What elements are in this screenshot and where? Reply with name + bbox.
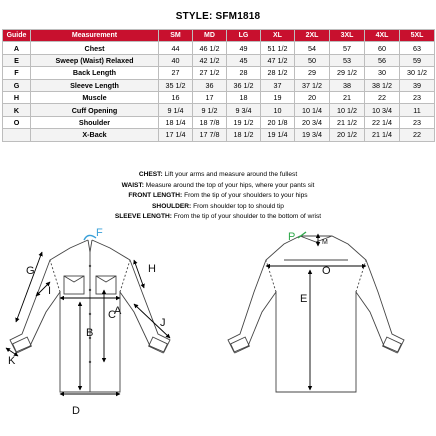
size-value-cell: 9 1/4 [159, 104, 193, 116]
table-row [3, 42, 435, 54]
size-value-cell: 54 [295, 42, 330, 54]
size-value-cell: 53 [330, 54, 365, 66]
back-shirt-illustration [228, 236, 404, 392]
size-value-cell: 20 1/8 [261, 116, 295, 128]
size-value-cell: 40 [159, 54, 193, 66]
size-value-cell: 10 [261, 104, 295, 116]
size-value-cell: 36 [193, 79, 227, 91]
measurement-cell: Cuff Opening [31, 104, 159, 116]
size-value-cell: 28 1/2 [261, 67, 295, 79]
size-value-cell: 37 1/2 [295, 79, 330, 91]
size-value-cell: 18 1/2 [227, 129, 261, 141]
size-value-cell: 35 1/2 [159, 79, 193, 91]
size-value-cell: 57 [330, 42, 365, 54]
measurement-cell: Chest [31, 42, 159, 54]
size-value-cell: 20 [295, 91, 330, 103]
header-xl: XL [261, 30, 295, 42]
note-front-length: FRONT LENGTH: From the tip of your shoulders to your hips [128, 192, 308, 200]
size-value-cell: 46 1/2 [193, 42, 227, 54]
header-measurement: Measurement [31, 30, 159, 42]
size-value-cell: 44 [159, 42, 193, 54]
size-value-cell: 39 [400, 79, 435, 91]
label-h: H [148, 263, 156, 275]
measurement-cell: Sleeve Length [31, 79, 159, 91]
size-value-cell: 29 1/2 [330, 67, 365, 79]
size-value-cell: 63 [400, 42, 435, 54]
size-value-cell: 10 1/2 [330, 104, 365, 116]
size-value-cell: 38 [330, 79, 365, 91]
size-chart-table [2, 29, 435, 142]
label-p: P [288, 231, 296, 243]
size-value-cell: 30 [365, 67, 400, 79]
size-value-cell: 19 1/4 [261, 129, 295, 141]
guide-cell: E [3, 54, 31, 66]
note-waist: WAIST: Measure around the top of your hips, where your pants sit [121, 181, 315, 189]
label-f: F [96, 227, 103, 239]
note-chest: CHEST: Lift your arms and measure around the fullest [138, 171, 298, 178]
header-guide: Guide [3, 30, 31, 42]
guide-cell: K [3, 104, 31, 116]
collar-marker-f [84, 235, 96, 240]
size-value-cell: 20 1/2 [330, 129, 365, 141]
size-value-cell: 56 [365, 54, 400, 66]
size-value-cell: 60 [365, 42, 400, 54]
measurement-cell: Muscle [31, 91, 159, 103]
size-value-cell: 37 [261, 79, 295, 91]
size-value-cell: 42 1/2 [193, 54, 227, 66]
style-title: STYLE: SFM1818 [175, 11, 261, 22]
size-value-cell: 50 [295, 54, 330, 66]
header-3xl: 3XL [330, 30, 365, 42]
label-g: G [26, 265, 35, 277]
guide-cell [3, 129, 31, 141]
size-value-cell: 19 1/2 [227, 116, 261, 128]
header-md: MD [193, 30, 227, 42]
size-value-cell: 10 1/4 [295, 104, 330, 116]
size-value-cell: 21 1/4 [365, 129, 400, 141]
note-sleeve-length: SLEEVE LENGTH: From the tip of your shoulder to the bottom of wrist [114, 213, 322, 221]
size-value-cell: 59 [400, 54, 435, 66]
guide-cell: H [3, 91, 31, 103]
label-o: O [322, 265, 331, 277]
size-value-cell: 28 [227, 67, 261, 79]
header-lg: LG [227, 30, 261, 42]
size-value-cell: 22 [365, 91, 400, 103]
label-e: E [300, 293, 308, 305]
size-value-cell: 19 3/4 [295, 129, 330, 141]
table-header-row [3, 30, 435, 42]
guide-cell: O [3, 116, 31, 128]
table-row [3, 79, 435, 91]
label-m: M [322, 239, 328, 246]
size-value-cell: 47 1/2 [261, 54, 295, 66]
size-value-cell: 49 [227, 42, 261, 54]
label-c: C [108, 309, 116, 321]
measurement-cell: X-Back [31, 129, 159, 141]
header-5xl: 5XL [400, 30, 435, 42]
label-k: K [8, 355, 16, 367]
size-value-cell: 10 3/4 [365, 104, 400, 116]
size-value-cell: 38 1/2 [365, 79, 400, 91]
size-value-cell: 30 1/2 [400, 67, 435, 79]
shirt-measurement-diagram [0, 222, 436, 436]
size-value-cell: 9 3/4 [227, 104, 261, 116]
size-value-cell: 36 1/2 [227, 79, 261, 91]
front-shirt-illustration [10, 240, 170, 392]
size-value-cell: 22 1/4 [365, 116, 400, 128]
size-value-cell: 9 1/2 [193, 104, 227, 116]
header-4xl: 4XL [365, 30, 400, 42]
size-value-cell: 16 [159, 91, 193, 103]
header-2xl: 2XL [295, 30, 330, 42]
size-value-cell: 23 [400, 91, 435, 103]
label-a: A [114, 305, 122, 317]
table-row [3, 91, 435, 103]
size-value-cell: 18 1/4 [159, 116, 193, 128]
size-value-cell: 45 [227, 54, 261, 66]
size-value-cell: 18 [227, 91, 261, 103]
size-value-cell: 51 1/2 [261, 42, 295, 54]
guide-cell: A [3, 42, 31, 54]
header-sm: SM [159, 30, 193, 42]
size-value-cell: 27 [159, 67, 193, 79]
size-value-cell: 17 7/8 [193, 129, 227, 141]
table-row [3, 67, 435, 79]
size-value-cell: 21 [330, 91, 365, 103]
size-value-cell: 17 1/4 [159, 129, 193, 141]
measurement-cell: Back Length [31, 67, 159, 79]
size-value-cell: 29 [295, 67, 330, 79]
size-value-cell: 22 [400, 129, 435, 141]
label-j: J [160, 317, 166, 329]
back-guide-lines [266, 234, 366, 390]
size-value-cell: 18 7/8 [193, 116, 227, 128]
table-row [3, 129, 435, 141]
size-value-cell: 21 1/2 [330, 116, 365, 128]
size-value-cell: 17 [193, 91, 227, 103]
guide-cell: F [3, 67, 31, 79]
measurement-cell: Shoulder [31, 116, 159, 128]
measuring-instructions [0, 170, 436, 223]
measurement-cell: Sweep (Waist) Relaxed [31, 54, 159, 66]
guide-cell: G [3, 79, 31, 91]
size-value-cell: 27 1/2 [193, 67, 227, 79]
note-shoulder: SHOULDER: From shoulder top to should tip [152, 202, 284, 210]
label-b: B [86, 327, 94, 339]
size-value-cell: 20 3/4 [295, 116, 330, 128]
label-d: D [72, 405, 80, 417]
size-value-cell: 23 [400, 116, 435, 128]
table-row [3, 54, 435, 66]
table-row [3, 116, 435, 128]
label-i: I [48, 285, 52, 297]
table-row [3, 104, 435, 116]
size-value-cell: 19 [261, 91, 295, 103]
size-value-cell: 11 [400, 104, 435, 116]
